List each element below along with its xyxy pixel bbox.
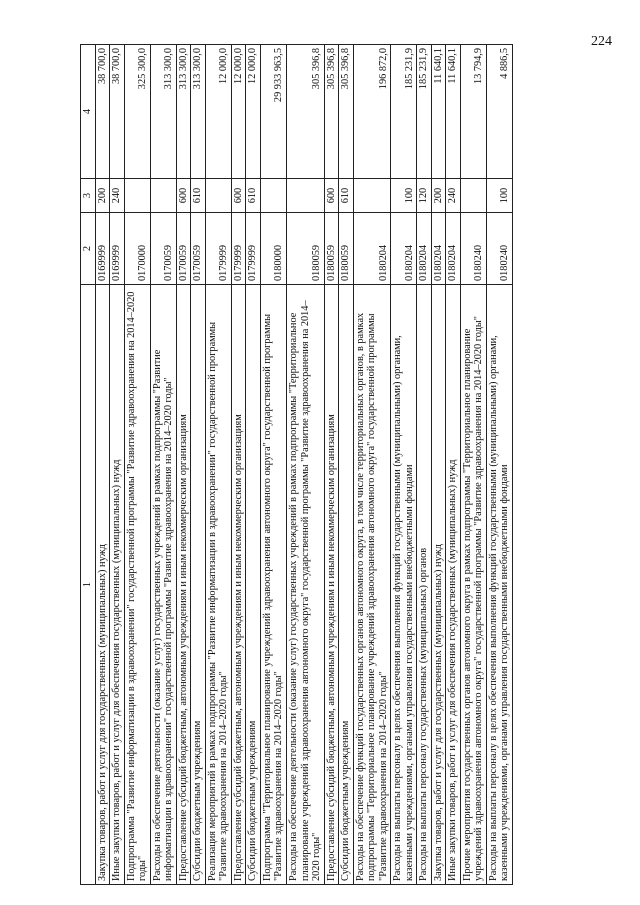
row-type-cell bbox=[286, 179, 324, 213]
row-code-cell: 0180240 bbox=[460, 213, 486, 285]
row-name-cell: Субсидии бюджетным учреждениям bbox=[246, 285, 261, 885]
table-row bbox=[431, 45, 446, 885]
row-amount-cell: 305 396,8 bbox=[339, 45, 354, 179]
row-type-cell: 200 bbox=[95, 179, 110, 213]
row-code-cell: 0179999 bbox=[231, 213, 246, 285]
row-code-cell: 0180204 bbox=[417, 213, 432, 285]
table-row bbox=[486, 45, 512, 885]
row-name-cell: Предоставление субсидий бюджетным, автономным учреждениям и иным некоммерческим организациям bbox=[176, 285, 191, 885]
row-name-cell: Предоставление субсидий бюджетным, автономным учреждениям и иным некоммерческим организациям bbox=[324, 285, 339, 885]
row-code-cell: 0170059 bbox=[191, 213, 206, 285]
row-name-cell: Расходы на выплаты персоналу государственных (муниципальных) органов bbox=[417, 285, 432, 885]
table-row bbox=[110, 45, 125, 885]
row-code-cell: 0179999 bbox=[246, 213, 261, 285]
row-amount-cell: 11 640,1 bbox=[431, 45, 446, 179]
row-code-cell: 0180204 bbox=[446, 213, 461, 285]
row-type-cell: 610 bbox=[191, 179, 206, 213]
header-col-4: 4 bbox=[81, 45, 96, 179]
row-code-cell: 0169999 bbox=[95, 213, 110, 285]
table-row bbox=[191, 45, 206, 885]
row-amount-cell: 12 000,0 bbox=[246, 45, 261, 179]
table-row bbox=[353, 45, 391, 885]
row-name-cell: Расходы на выплаты персоналу в целях обеспечения выполнения функций государственными (муниципальными) органами, казенными учреждениями, органами управления государственными внебюджетными фондами bbox=[391, 285, 417, 885]
rotated-table-container bbox=[80, 45, 585, 885]
row-type-cell: 200 bbox=[431, 179, 446, 213]
row-type-cell: 600 bbox=[231, 179, 246, 213]
row-amount-cell: 185 231,9 bbox=[417, 45, 432, 179]
table-row bbox=[286, 45, 324, 885]
header-col-2: 2 bbox=[81, 213, 96, 285]
table-row bbox=[260, 45, 286, 885]
row-name-cell: Иные закупки товаров, работ и услуг для обеспечения государственных (муниципальных) нужд bbox=[110, 285, 125, 885]
row-name-cell: Предоставление субсидий бюджетным, автономным учреждениям и иным некоммерческим организациям bbox=[231, 285, 246, 885]
table-row bbox=[176, 45, 191, 885]
row-name-cell: Субсидии бюджетным учреждениям bbox=[191, 285, 206, 885]
table-row bbox=[231, 45, 246, 885]
table-row bbox=[246, 45, 261, 885]
table-row bbox=[150, 45, 176, 885]
table-row bbox=[339, 45, 354, 885]
row-amount-cell: 12 000,0 bbox=[205, 45, 231, 179]
row-type-cell bbox=[260, 179, 286, 213]
row-code-cell: 0180240 bbox=[486, 213, 512, 285]
row-amount-cell: 11 640,1 bbox=[446, 45, 461, 179]
row-amount-cell: 305 396,8 bbox=[324, 45, 339, 179]
row-amount-cell: 313 300,0 bbox=[150, 45, 176, 179]
row-amount-cell: 4 886,5 bbox=[486, 45, 512, 179]
row-name-cell: Подпрограмма "Развитие информатизации в здравоохранении" государственной программы "Развитие здравоохранения на 2014–2020 годы" bbox=[124, 285, 150, 885]
row-amount-cell: 29 933 963,5 bbox=[260, 45, 286, 179]
row-name-cell: Иные закупки товаров, работ и услуг для обеспечения государственных (муниципальных) нужд bbox=[446, 285, 461, 885]
row-amount-cell: 12 000,0 bbox=[231, 45, 246, 179]
row-name-cell: Расходы на обеспечение деятельности (оказание услуг) государственных учреждений в рамках подпрограммы "Развитие информатизации в здравоохранении" государственной программы "Развитие здравоохранения на 2014–2020 годы" bbox=[150, 285, 176, 885]
row-type-cell: 600 bbox=[324, 179, 339, 213]
table-row bbox=[205, 45, 231, 885]
row-name-cell: Расходы на выплаты персоналу в целях обеспечения выполнения функций государственными (муниципальными) органами, казенными учреждениями, органами управления государственными внебюджетными фондами bbox=[486, 285, 512, 885]
row-code-cell: 0180204 bbox=[353, 213, 391, 285]
row-amount-cell: 13 794,9 bbox=[460, 45, 486, 179]
row-code-cell: 0179999 bbox=[205, 213, 231, 285]
table-row bbox=[95, 45, 110, 885]
table-body bbox=[95, 45, 512, 885]
table-row bbox=[417, 45, 432, 885]
row-name-cell: Расходы на обеспечение функций государственных органов автономного округа, в том числе территориальных органов, в рамках подпрограммы "Территориальное планирование учреждений здравоохранения автономного округа" государственной программы "Развитие здравоохранения на 2014–2020 годы" bbox=[353, 285, 391, 885]
row-type-cell: 240 bbox=[446, 179, 461, 213]
row-type-cell: 240 bbox=[110, 179, 125, 213]
row-type-cell: 100 bbox=[391, 179, 417, 213]
row-type-cell: 120 bbox=[417, 179, 432, 213]
row-name-cell: Подпрограмма "Территориальное планирование учреждений здравоохранения автономного округа" государственной программы "Развитие здравоохранения на 2014–2020 годы" bbox=[260, 285, 286, 885]
row-code-cell: 0180059 bbox=[324, 213, 339, 285]
table-row bbox=[446, 45, 461, 885]
row-amount-cell: 313 300,0 bbox=[176, 45, 191, 179]
row-type-cell: 100 bbox=[486, 179, 512, 213]
row-type-cell: 600 bbox=[176, 179, 191, 213]
row-name-cell: Субсидии бюджетным учреждениям bbox=[339, 285, 354, 885]
budget-table bbox=[80, 44, 513, 885]
table-row bbox=[460, 45, 486, 885]
row-code-cell: 0170000 bbox=[124, 213, 150, 285]
row-code-cell: 0180204 bbox=[431, 213, 446, 285]
row-type-cell: 610 bbox=[246, 179, 261, 213]
row-code-cell: 0180204 bbox=[391, 213, 417, 285]
row-code-cell: 0180059 bbox=[286, 213, 324, 285]
row-code-cell: 0180059 bbox=[339, 213, 354, 285]
row-amount-cell: 196 872,0 bbox=[353, 45, 391, 179]
row-amount-cell: 313 300,0 bbox=[191, 45, 206, 179]
row-type-cell bbox=[353, 179, 391, 213]
table-row bbox=[324, 45, 339, 885]
row-type-cell bbox=[124, 179, 150, 213]
row-type-cell bbox=[460, 179, 486, 213]
row-type-cell bbox=[150, 179, 176, 213]
row-amount-cell: 305 396,8 bbox=[286, 45, 324, 179]
row-name-cell: Реализация мероприятий в рамках подпрограммы "Развитие информатизации в здравоохранении" государственной программы "Развитие здравоохранения на 2014–2020 годы" bbox=[205, 285, 231, 885]
row-type-cell: 610 bbox=[339, 179, 354, 213]
row-code-cell: 0170059 bbox=[150, 213, 176, 285]
row-type-cell bbox=[205, 179, 231, 213]
row-amount-cell: 38 700,0 bbox=[95, 45, 110, 179]
row-name-cell: Расходы на обеспечение деятельности (оказание услуг) государственных учреждений в рамках подпрограммы "Территориальное планирование учреждений здравоохранения автономного округа" государственной программы "Развитие здравоохранения на 2014–2020 годы" bbox=[286, 285, 324, 885]
table-row bbox=[124, 45, 150, 885]
row-code-cell: 0170059 bbox=[176, 213, 191, 285]
table-header-row bbox=[81, 45, 96, 885]
header-col-3: 3 bbox=[81, 179, 96, 213]
row-name-cell: Прочие мероприятия государственных органов автономного округа в рамках подпрограммы "Территориальное планирование учреждений здравоохранения автономного округа" государственной программы "Развитие здравоохранения на 2014–2020 годы" bbox=[460, 285, 486, 885]
row-name-cell: Закупка товаров, работ и услуг для государственных (муниципальных) нужд bbox=[95, 285, 110, 885]
row-amount-cell: 38 700,0 bbox=[110, 45, 125, 179]
row-code-cell: 0180000 bbox=[260, 213, 286, 285]
page-number: 224 bbox=[591, 34, 612, 49]
row-code-cell: 0169999 bbox=[110, 213, 125, 285]
header-col-1: 1 bbox=[81, 285, 96, 885]
table-row bbox=[391, 45, 417, 885]
row-amount-cell: 325 300,0 bbox=[124, 45, 150, 179]
row-name-cell: Закупка товаров, работ и услуг для государственных (муниципальных) нужд bbox=[431, 285, 446, 885]
row-amount-cell: 185 231,9 bbox=[391, 45, 417, 179]
